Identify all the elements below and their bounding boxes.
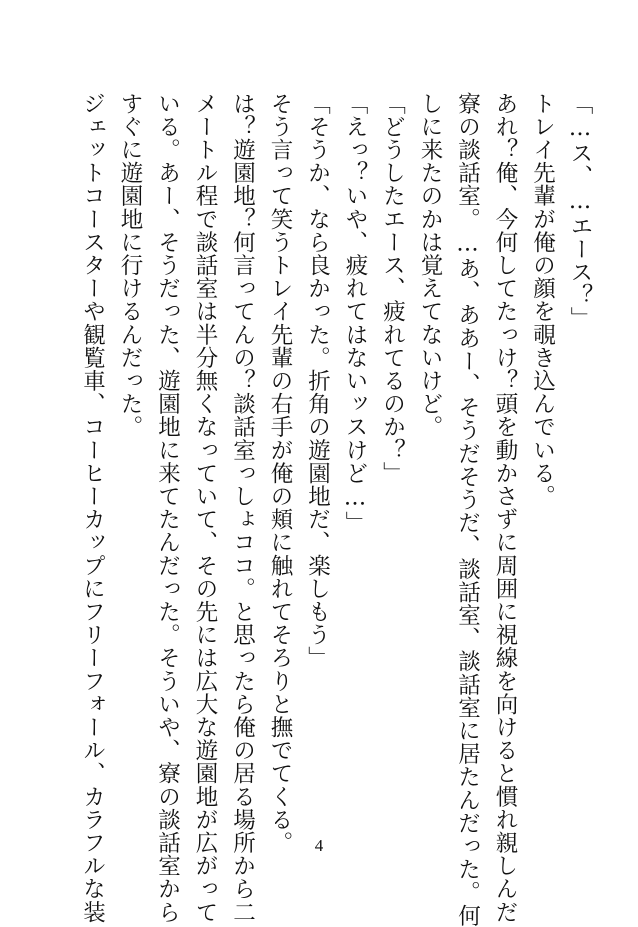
text-line: メートル程で談話室は半分無くなっていて、その先には広大な遊園地が広がって	[192, 92, 218, 924]
text-line: 「どうしたエース、疲れてるのか？」	[379, 92, 406, 485]
text-line: ジェットコースターや観覧車、コーヒーカップにフリーフォール、カラフルな装	[79, 92, 106, 924]
text-line: 「そうか、なら良かった。折角の遊園地だ、楽しもう」	[304, 92, 331, 670]
text-line: あれ？俺、今何してたっけ？頭を動かさずに周囲に視線を向けると慣れ親しんだ	[492, 92, 518, 924]
text-line: は？遊園地？何言ってんの？談話室っしょココ。と思ったら俺の居る場所から二	[229, 92, 256, 924]
text-line: いる。あー、そうだった、遊園地に来てたんだった。そういや、寮の談話室から	[154, 92, 181, 924]
text-line: すぐに遊園地に行けるんだった。	[117, 92, 143, 439]
text-line: トレイ先輩が俺の顔を覗き込んでいる。	[529, 92, 556, 508]
text-line: そう言って笑うトレイ先輩の右手が俺の頬に触れてそろりと撫でてくる。	[267, 92, 293, 855]
vertical-text-block	[73, 92, 598, 927]
text-line: 「えっ？いや、疲れてはないッスけど…」	[342, 92, 368, 535]
text-line: 寮の談話室。…あ、ああー、そうだそうだ、談話室、談話室に居たんだった。何	[454, 92, 481, 927]
text-line: 「…ス、…エース？」	[567, 92, 593, 330]
text-line: しに来たのかは覚えてないけど。	[417, 92, 443, 439]
page-number: 4	[314, 836, 324, 855]
